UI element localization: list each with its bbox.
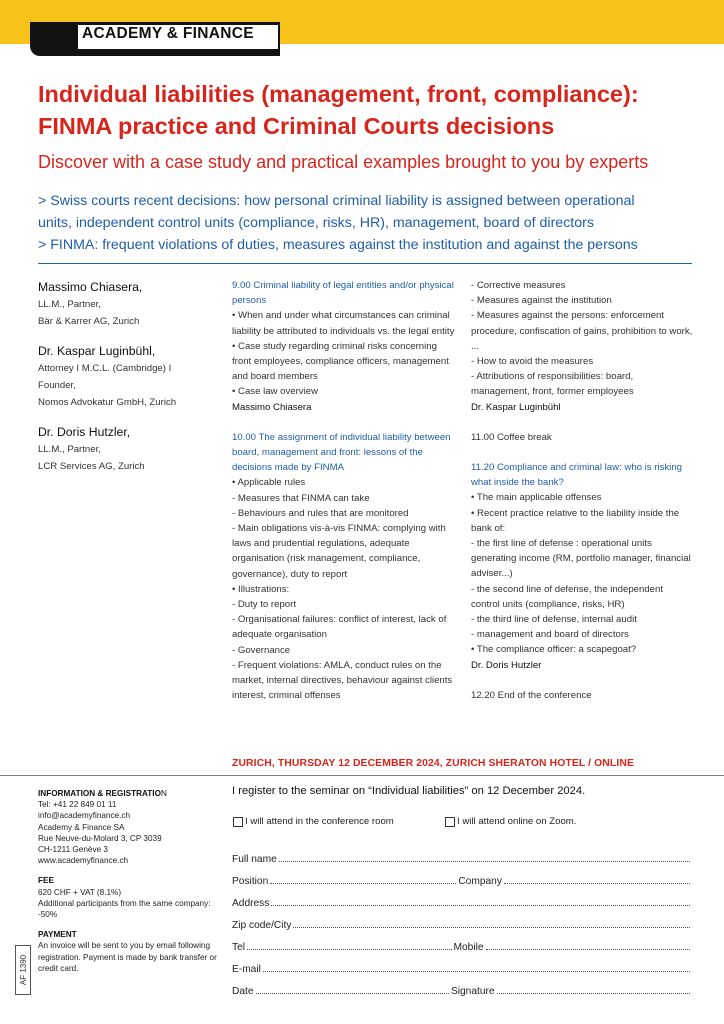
email-line[interactable] xyxy=(263,971,690,972)
speaker-name: Massimo Chiasera, xyxy=(38,280,143,294)
end-text: 12.20 End of the conference xyxy=(471,689,592,701)
session-item: - How to avoid the measures xyxy=(471,356,594,368)
page-title xyxy=(38,78,698,142)
title-line-2: FINMA practice and Criminal Courts decisions xyxy=(38,113,555,139)
session-2-continued xyxy=(471,278,693,415)
position-line[interactable] xyxy=(270,883,456,884)
coffee-break xyxy=(471,430,693,445)
info-city: CH-1211 Genève 3 xyxy=(38,845,108,855)
email-label: E-mail xyxy=(232,964,261,975)
session-time: 10.00 xyxy=(232,431,257,443)
company-line[interactable] xyxy=(504,883,690,884)
signature-label: Signature xyxy=(450,986,495,997)
mobile-label: Mobile xyxy=(453,942,484,953)
session-item: - Measures that FINMA can take xyxy=(232,492,370,504)
lead-points xyxy=(38,190,698,256)
reference-code-box xyxy=(15,945,31,995)
session-item: - Organisational failures: conflict of interest, lack of adequate organisation xyxy=(232,614,447,641)
info-street: Rue Neuve-du-Molard 3, CP 3039 xyxy=(38,833,162,843)
tel-label: Tel xyxy=(232,942,246,953)
brand-name: ACADEMY & FINANCE xyxy=(82,25,254,42)
address-line[interactable] xyxy=(271,905,690,906)
position-company-row xyxy=(232,873,692,887)
registration-info xyxy=(38,788,228,866)
session-speaker: Massimo Chiasera xyxy=(232,401,312,413)
session-title: Criminal liability of legal entities and/or physical persons xyxy=(232,280,454,307)
date-line[interactable] xyxy=(256,993,449,994)
session-time: 11.20 xyxy=(471,462,495,474)
speaker-detail: LCR Services AG, Zurich xyxy=(38,461,145,472)
session-item: - Governance xyxy=(232,644,291,656)
speaker-detail: Founder, xyxy=(38,380,76,391)
attend-online-checkbox[interactable] xyxy=(445,817,455,827)
speaker-detail: Attorney I M.C.L. (Cambridge) I xyxy=(38,363,172,374)
session-title: The assignment of individual liability between board, management and front: lessons of the decisions made by FINMA xyxy=(232,431,451,474)
registration-heading xyxy=(38,788,228,799)
session-item: • The compliance officer: a scapegoat? xyxy=(471,644,637,656)
session-item: - Main obligations vis-à-vis FINMA: complying with laws and prudential regulations, adequate organisation (risk management, compliance, governance), duty to report xyxy=(232,523,446,580)
venue-line: ZURICH, THURSDAY 12 DECEMBER 2024, ZURICH SHERATON HOTEL / ONLINE xyxy=(232,758,634,769)
info-tel: Tel: +41 22 849 01 11 xyxy=(38,800,117,810)
session-speaker: Dr. Doris Hutzler xyxy=(471,659,542,671)
footer-divider xyxy=(0,775,724,776)
speaker xyxy=(38,423,218,475)
lead-line: > Swiss courts recent decisions: how personal criminal liability is assigned between operational xyxy=(38,193,635,209)
session-heading xyxy=(232,430,458,476)
speaker-detail: Nomos Advokatur GmbH, Zurich xyxy=(38,397,177,408)
session-item: • Applicable rules xyxy=(232,477,306,489)
address-label: Address xyxy=(232,898,270,909)
session-item: - Attributions of responsibilities: board, management, front, former employees xyxy=(471,371,634,398)
break-text: 11.00 Coffee break xyxy=(471,431,552,443)
session-heading xyxy=(232,278,458,308)
speaker xyxy=(38,342,218,411)
session-2 xyxy=(232,430,458,704)
attend-room-checkbox[interactable] xyxy=(233,817,243,827)
attend-room-label: I will attend in the conference room xyxy=(245,816,394,827)
session-1 xyxy=(232,278,458,415)
zip-city-field[interactable] xyxy=(232,917,692,931)
speakers-list xyxy=(38,278,218,487)
conference-end xyxy=(471,688,693,703)
lead-line: units, independent control units (compliance, risks, HR), management, board of directors xyxy=(38,215,594,231)
speaker xyxy=(38,278,218,330)
payment-heading: PAYMENT xyxy=(38,930,77,940)
program-column-1 xyxy=(232,278,458,718)
tel-line[interactable] xyxy=(247,949,451,950)
full-name-field[interactable] xyxy=(232,851,692,865)
session-item: • The main applicable offenses xyxy=(471,492,602,504)
session-item: - Measures against the persons: enforcement procedure, confiscation of gains, prohibition to work, ... xyxy=(471,310,693,352)
session-3 xyxy=(471,460,693,673)
info-company: Academy & Finance SA xyxy=(38,822,125,832)
info-panel xyxy=(38,788,228,983)
attend-online-option[interactable] xyxy=(445,816,576,827)
lead-line: > FINMA: frequent violations of duties, measures against the institution and against the persons xyxy=(38,237,638,253)
info-email[interactable]: info@academyfinance.ch xyxy=(38,811,131,821)
page-subtitle: Discover with a case study and practical examples brought to you by experts xyxy=(38,152,649,172)
session-item: • Case study regarding criminal risks concerning front employees, compliance officers, management and board members xyxy=(232,340,449,383)
session-item: • When and under what circumstances can criminal liability be attributed to individuals vs. the legal entity xyxy=(232,310,455,337)
info-website[interactable]: www.academyfinance.ch xyxy=(38,856,129,866)
session-item: - Behaviours and rules that are monitored xyxy=(232,507,409,519)
fee-additional: Additional participants from the same company: -50% xyxy=(38,898,211,920)
session-speaker: Dr. Kaspar Luginbühl xyxy=(471,401,561,413)
session-time: 9.00 xyxy=(232,280,251,291)
date-signature-row xyxy=(232,983,692,997)
session-item: - Duty to report xyxy=(232,599,296,611)
session-heading xyxy=(471,460,693,490)
session-item: • Recent practice relative to the liability inside the bank of: xyxy=(471,507,680,534)
address-field[interactable] xyxy=(232,895,692,909)
reference-code: AF 1390 xyxy=(19,954,28,986)
session-item: • Case law overview xyxy=(232,386,319,398)
session-item: - management and board of directors xyxy=(471,629,629,641)
email-field[interactable] xyxy=(232,961,692,975)
session-item: - Corrective measures xyxy=(471,280,566,291)
signature-line[interactable] xyxy=(497,993,690,994)
zip-city-label: Zip code/City xyxy=(232,920,292,931)
registration-heading-tail: N xyxy=(160,789,167,798)
company-label: Company xyxy=(458,876,502,887)
payment-info xyxy=(38,929,228,974)
session-item: - Measures against the institution xyxy=(471,295,612,307)
speaker-detail: Bär & Karrer AG, Zurich xyxy=(38,316,140,327)
speaker-detail: LL.M., Partner, xyxy=(38,299,101,310)
fee-info xyxy=(38,875,228,920)
registration-form-title: I register to the seminar on “Individual liabilities” on 12 December 2024. xyxy=(232,785,586,797)
full-name-label: Full name xyxy=(232,854,277,865)
session-item: - the first line of defense : operational units generating income (RM, portfolio manager, financial adviser...) xyxy=(471,538,691,580)
session-item: • Illustrations: xyxy=(232,583,290,595)
program-column-2 xyxy=(471,278,693,718)
position-label: Position xyxy=(232,876,269,887)
speaker-name: Dr. Doris Hutzler, xyxy=(38,425,131,439)
fee-heading: FEE xyxy=(38,876,54,886)
session-item: - the third line of defense, internal audit xyxy=(471,614,637,626)
zip-city-line[interactable] xyxy=(293,927,690,928)
section-divider xyxy=(38,263,692,264)
speaker-name: Dr. Kaspar Luginbühl, xyxy=(38,344,156,358)
speaker-detail: LL.M., Partner, xyxy=(38,444,101,455)
title-line-1: Individual liabilities (management, front, compliance): xyxy=(38,81,639,107)
session-item: - the second line of defense, the independent control units (compliance, risks, HR) xyxy=(471,583,664,610)
registration-heading-text: INFORMATION & REGISTRATIO xyxy=(38,789,161,798)
date-label: Date xyxy=(232,986,254,997)
attend-room-option[interactable] xyxy=(233,816,394,827)
session-title: Compliance and criminal law: who is risking what inside the bank? xyxy=(471,462,682,489)
full-name-line[interactable] xyxy=(279,861,690,862)
fee-amount: 620 CHF + VAT (8.1%) xyxy=(38,887,122,897)
payment-text: An invoice will be sent to you by email following registration. Payment is made by bank transfer or credit card. xyxy=(38,941,217,973)
session-item: - Frequent violations: AMLA, conduct rules on the market, internal directives, behaviour against clients interest, criminal offenses xyxy=(232,659,453,702)
mobile-line[interactable] xyxy=(486,949,690,950)
tel-mobile-row xyxy=(232,939,692,953)
attend-online-label: I will attend online on Zoom. xyxy=(457,816,577,827)
